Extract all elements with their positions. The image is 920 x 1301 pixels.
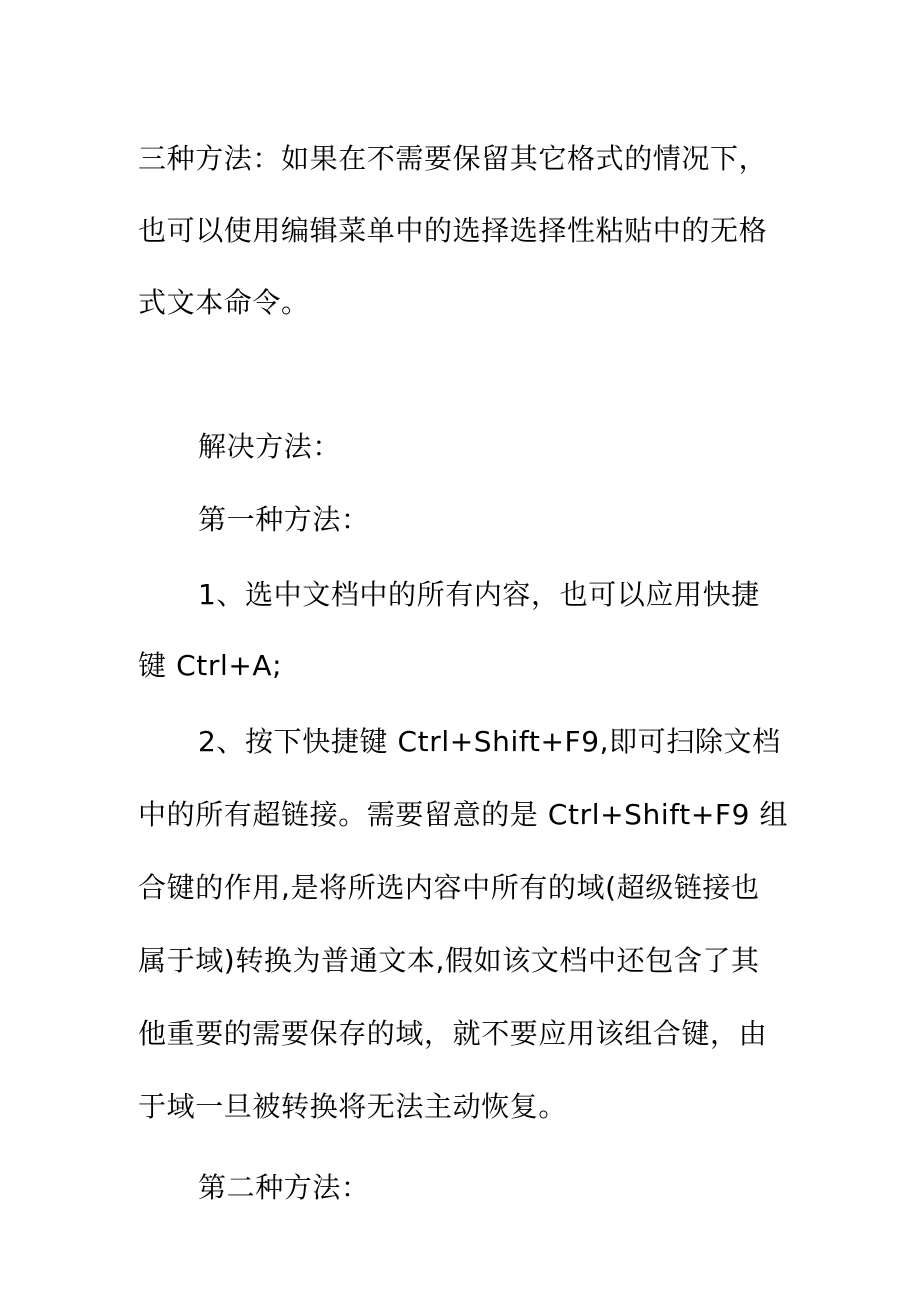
text-line-3: 式文本命令。 (138, 286, 310, 319)
heading-solution: 解决方法： (198, 430, 342, 463)
step-1-line-1: 1、选中文档中的所有内容，也可以应用快捷 (198, 578, 760, 611)
step-2-line-3: 合键的作用,是将所选内容中所有的域(超级链接也 (138, 871, 760, 904)
text-line-2: 也可以使用编辑菜单中的选择选择性粘贴中的无格 (138, 214, 768, 247)
heading-method-2: 第二种方法： (198, 1171, 370, 1204)
step-2-line-6: 于域一旦被转换将无法主动恢复。 (138, 1090, 568, 1123)
step-2-line-1: 2、按下快捷键 Ctrl+Shift+F9,即可扫除文档 (198, 725, 781, 758)
step-2-line-5: 他重要的需要保存的域，就不要应用该组合键，由 (138, 1017, 768, 1050)
step-1-line-2: 键 Ctrl+A; (138, 649, 283, 682)
text-line-1: 三种方法：如果在不需要保留其它格式的情况下， (138, 142, 768, 175)
step-2-line-2: 中的所有超链接。需要留意的是 Ctrl+Shift+F9 组 (138, 798, 789, 831)
step-2-line-4: 属于域)转换为普通文本,假如该文档中还包含了其 (138, 944, 760, 977)
heading-method-1: 第一种方法： (198, 503, 370, 536)
